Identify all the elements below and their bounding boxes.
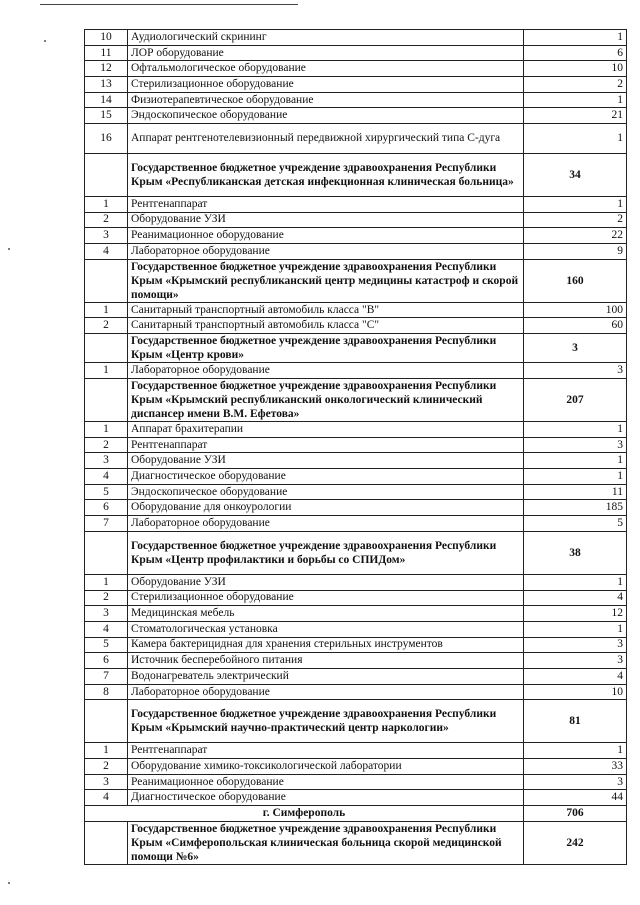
row-number: 2 bbox=[85, 590, 128, 606]
equipment-row bbox=[85, 124, 627, 154]
quantity: 33 bbox=[524, 759, 627, 775]
equipment-row bbox=[85, 77, 627, 93]
row-number: 3 bbox=[85, 774, 128, 790]
row-number: 1 bbox=[85, 363, 128, 379]
row-number: 1 bbox=[85, 743, 128, 759]
equipment-row bbox=[85, 30, 627, 46]
quantity: 1 bbox=[524, 92, 627, 108]
top-rule bbox=[40, 4, 298, 5]
quantity: 10 bbox=[524, 61, 627, 77]
equipment-name: Оборудование УЗИ bbox=[128, 453, 524, 469]
quantity: 4 bbox=[524, 590, 627, 606]
organization-name: Государственное бюджетное учреждение здравоохранения Республики Крым «Крымский республиканский центр медицины катастроф и скорой помощи» bbox=[128, 259, 524, 302]
organization-row bbox=[85, 259, 627, 302]
row-number: 1 bbox=[85, 302, 128, 318]
row-number bbox=[85, 153, 128, 196]
organization-row bbox=[85, 700, 627, 743]
equipment-row bbox=[85, 621, 627, 637]
row-number: 3 bbox=[85, 453, 128, 469]
quantity: 1 bbox=[524, 574, 627, 590]
organization-row bbox=[85, 153, 627, 196]
row-number: 6 bbox=[85, 653, 128, 669]
organization-row bbox=[85, 531, 627, 574]
equipment-name: Стерилизационное оборудование bbox=[128, 590, 524, 606]
quantity: 4 bbox=[524, 668, 627, 684]
equipment-row bbox=[85, 61, 627, 77]
margin-mark bbox=[8, 882, 10, 884]
row-number: 2 bbox=[85, 759, 128, 775]
equipment-name: Источник бесперебойного питания bbox=[128, 653, 524, 669]
row-number: 3 bbox=[85, 606, 128, 622]
total-quantity: 706 bbox=[524, 806, 627, 822]
equipment-row bbox=[85, 653, 627, 669]
row-number: 1 bbox=[85, 574, 128, 590]
equipment-row bbox=[85, 108, 627, 124]
margin-mark bbox=[8, 248, 10, 250]
equipment-name: Оборудование химико-токсикологической лаборатории bbox=[128, 759, 524, 775]
quantity: 21 bbox=[524, 108, 627, 124]
equipment-row bbox=[85, 422, 627, 438]
organization-row bbox=[85, 334, 627, 363]
row-number: 5 bbox=[85, 637, 128, 653]
equipment-row bbox=[85, 243, 627, 259]
row-number bbox=[85, 821, 128, 864]
quantity: 3 bbox=[524, 774, 627, 790]
organization-name: Государственное бюджетное учреждение здравоохранения Республики Крым «Центр крови» bbox=[128, 334, 524, 363]
row-number: 4 bbox=[85, 243, 128, 259]
margin-mark bbox=[44, 40, 46, 42]
row-number: 6 bbox=[85, 500, 128, 516]
row-number: 8 bbox=[85, 684, 128, 700]
equipment-row bbox=[85, 302, 627, 318]
row-number: 1 bbox=[85, 196, 128, 212]
row-number bbox=[85, 700, 128, 743]
equipment-name: Аудиологический скрининг bbox=[128, 30, 524, 46]
organization-name: Государственное бюджетное учреждение здравоохранения Республики Крым «Республиканская детская инфекционная клиническая больница» bbox=[128, 153, 524, 196]
total-quantity: 81 bbox=[524, 700, 627, 743]
row-number bbox=[85, 379, 128, 422]
row-number: 4 bbox=[85, 469, 128, 485]
equipment-name: ЛОР оборудование bbox=[128, 45, 524, 61]
row-number bbox=[85, 334, 128, 363]
organization-row bbox=[85, 821, 627, 864]
city-total-row bbox=[85, 806, 627, 822]
row-number: 2 bbox=[85, 437, 128, 453]
equipment-row bbox=[85, 363, 627, 379]
equipment-row bbox=[85, 212, 627, 228]
row-number: 4 bbox=[85, 621, 128, 637]
quantity: 5 bbox=[524, 516, 627, 532]
equipment-name: Аппарат рентгенотелевизионный передвижной хирургический типа С-дуга bbox=[128, 124, 524, 154]
equipment-row bbox=[85, 318, 627, 334]
row-number: 11 bbox=[85, 45, 128, 61]
row-number: 15 bbox=[85, 108, 128, 124]
row-number: 16 bbox=[85, 124, 128, 154]
organization-row bbox=[85, 379, 627, 422]
quantity: 1 bbox=[524, 196, 627, 212]
quantity: 3 bbox=[524, 653, 627, 669]
quantity: 185 bbox=[524, 500, 627, 516]
equipment-name: Санитарный транспортный автомобиль класса "В" bbox=[128, 302, 524, 318]
row-number: 13 bbox=[85, 77, 128, 93]
equipment-name: Аппарат брахитерапии bbox=[128, 422, 524, 438]
quantity: 3 bbox=[524, 437, 627, 453]
quantity: 2 bbox=[524, 77, 627, 93]
quantity: 1 bbox=[524, 743, 627, 759]
organization-name: Государственное бюджетное учреждение здравоохранения Республики Крым «Симферопольская клиническая больница скорой медицинской помощи №6» bbox=[128, 821, 524, 864]
equipment-row bbox=[85, 759, 627, 775]
equipment-name: Лабораторное оборудование bbox=[128, 243, 524, 259]
row-number: 12 bbox=[85, 61, 128, 77]
equipment-row bbox=[85, 590, 627, 606]
equipment-name: Реанимационное оборудование bbox=[128, 228, 524, 244]
equipment-name: Стоматологическая установка bbox=[128, 621, 524, 637]
quantity: 1 bbox=[524, 469, 627, 485]
equipment-name: Водонагреватель электрический bbox=[128, 668, 524, 684]
quantity: 1 bbox=[524, 124, 627, 154]
quantity: 1 bbox=[524, 453, 627, 469]
organization-name: Государственное бюджетное учреждение здравоохранения Республики Крым «Крымский научно-практический центр наркологии» bbox=[128, 700, 524, 743]
equipment-row bbox=[85, 637, 627, 653]
equipment-row bbox=[85, 196, 627, 212]
equipment-name: Лабораторное оборудование bbox=[128, 363, 524, 379]
equipment-row bbox=[85, 484, 627, 500]
equipment-name: Камера бактерицидная для хранения стерильных инструментов bbox=[128, 637, 524, 653]
total-quantity: 38 bbox=[524, 531, 627, 574]
equipment-name: Санитарный транспортный автомобиль класса "С" bbox=[128, 318, 524, 334]
equipment-table-body bbox=[85, 30, 627, 865]
row-number: 5 bbox=[85, 484, 128, 500]
equipment-table bbox=[84, 29, 627, 865]
quantity: 1 bbox=[524, 621, 627, 637]
equipment-row bbox=[85, 437, 627, 453]
equipment-row bbox=[85, 574, 627, 590]
equipment-name: Диагностическое оборудование bbox=[128, 790, 524, 806]
row-number: 14 bbox=[85, 92, 128, 108]
row-number: 10 bbox=[85, 30, 128, 46]
organization-name: Государственное бюджетное учреждение здравоохранения Республики Крым «Центр профилактики и борьбы со СПИДом» bbox=[128, 531, 524, 574]
equipment-row bbox=[85, 45, 627, 61]
quantity: 3 bbox=[524, 363, 627, 379]
equipment-row bbox=[85, 790, 627, 806]
total-quantity: 3 bbox=[524, 334, 627, 363]
quantity: 44 bbox=[524, 790, 627, 806]
quantity: 60 bbox=[524, 318, 627, 334]
total-quantity: 207 bbox=[524, 379, 627, 422]
total-quantity: 160 bbox=[524, 259, 627, 302]
equipment-name: Лабораторное оборудование bbox=[128, 684, 524, 700]
equipment-name: Рентгенаппарат bbox=[128, 437, 524, 453]
equipment-name: Лабораторное оборудование bbox=[128, 516, 524, 532]
equipment-name: Эндоскопическое оборудование bbox=[128, 484, 524, 500]
equipment-name: Оборудование УЗИ bbox=[128, 574, 524, 590]
quantity: 6 bbox=[524, 45, 627, 61]
equipment-name: Рентгенаппарат bbox=[128, 743, 524, 759]
equipment-name: Диагностическое оборудование bbox=[128, 469, 524, 485]
organization-name: Государственное бюджетное учреждение здравоохранения Республики Крым «Крымский республиканский онкологический клинический диспансер имени В.М. Ефетова» bbox=[128, 379, 524, 422]
row-number: 1 bbox=[85, 422, 128, 438]
equipment-row bbox=[85, 516, 627, 532]
equipment-row bbox=[85, 453, 627, 469]
quantity: 2 bbox=[524, 212, 627, 228]
city-name: г. Симферополь bbox=[85, 806, 524, 822]
equipment-name: Эндоскопическое оборудование bbox=[128, 108, 524, 124]
row-number bbox=[85, 259, 128, 302]
equipment-row bbox=[85, 228, 627, 244]
equipment-row bbox=[85, 92, 627, 108]
equipment-name: Медицинская мебель bbox=[128, 606, 524, 622]
equipment-row bbox=[85, 774, 627, 790]
row-number: 2 bbox=[85, 212, 128, 228]
quantity: 1 bbox=[524, 422, 627, 438]
equipment-name: Оборудование УЗИ bbox=[128, 212, 524, 228]
equipment-name: Офтальмологическое оборудование bbox=[128, 61, 524, 77]
row-number: 7 bbox=[85, 516, 128, 532]
quantity: 22 bbox=[524, 228, 627, 244]
quantity: 11 bbox=[524, 484, 627, 500]
row-number: 2 bbox=[85, 318, 128, 334]
total-quantity: 242 bbox=[524, 821, 627, 864]
quantity: 9 bbox=[524, 243, 627, 259]
row-number: 4 bbox=[85, 790, 128, 806]
equipment-row bbox=[85, 743, 627, 759]
equipment-name: Физиотерапевтическое оборудование bbox=[128, 92, 524, 108]
quantity: 12 bbox=[524, 606, 627, 622]
quantity: 100 bbox=[524, 302, 627, 318]
quantity: 1 bbox=[524, 30, 627, 46]
quantity: 10 bbox=[524, 684, 627, 700]
equipment-row bbox=[85, 500, 627, 516]
equipment-name: Оборудование для онкоурологии bbox=[128, 500, 524, 516]
row-number: 3 bbox=[85, 228, 128, 244]
equipment-name: Реанимационное оборудование bbox=[128, 774, 524, 790]
quantity: 3 bbox=[524, 637, 627, 653]
row-number bbox=[85, 531, 128, 574]
row-number: 7 bbox=[85, 668, 128, 684]
equipment-row bbox=[85, 469, 627, 485]
equipment-name: Стерилизационное оборудование bbox=[128, 77, 524, 93]
total-quantity: 34 bbox=[524, 153, 627, 196]
equipment-row bbox=[85, 606, 627, 622]
equipment-row bbox=[85, 684, 627, 700]
equipment-name: Рентгенаппарат bbox=[128, 196, 524, 212]
equipment-row bbox=[85, 668, 627, 684]
